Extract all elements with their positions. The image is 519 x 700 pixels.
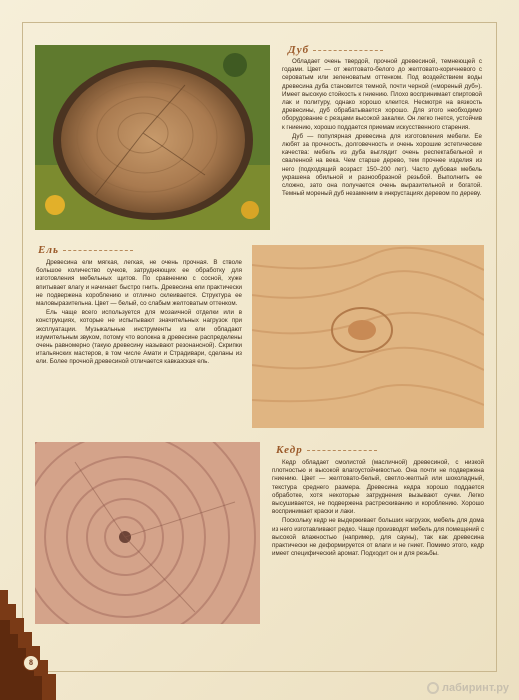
oak-stump-photo	[35, 45, 270, 230]
watermark-text: лабиринт.ру	[442, 681, 509, 694]
spruce-title: Ель	[38, 244, 60, 256]
spruce-text	[36, 259, 242, 368]
spruce-heading	[38, 244, 133, 256]
cedar-paragraph: Кедр обладает смолистой (масличной) древесиной, с низкой плотностью и высокой влагоустойчивостью. Она почти не подвержена гниению. Цвет — желтовато-белый, светло-желтый или шоколадный, текстура среднего размера. Древесина кедра хорошо поддается обработке, хотя некоторые затруднения вызывают сучки. Легко высушивается, не подвержена растрескиванию и короблению. Хорошо воспринимает краски и лаки.	[272, 459, 484, 516]
oak-paragraph: Обладает очень твердой, прочной древесиной, темнеющей с годами. Цвет — от желтовато-белого до желтовато-коричневого с сероватым или зеленоватым оттенком. Под воздействием воды древесина дуба становится темной, почти черной («мореный дуб»). Имеет высокую стойкость к гниению. Плохо воспринимает спиртовой лак и политуру, однако хорошо клеится. Несмотря на вязкость древесины, дуб обрабатывается хорошо. Для этого необходимо оборудование с резцами высокой закалки. Он легко гнется, устойчив к гниению, хорошо поддается приемам искусственного старения.	[282, 58, 482, 131]
spruce-paragraph: Древесина ели мягкая, легкая, не очень прочная. В стволе большое количество сучков, затрудняющих ее обработку для изготовления мебельных щитов. По сравнению с сосной, хуже впитывает влагу и начинает быстро гнить. Древесина ели практически не подвержена короблению и отлично склеивается. Структура ее маловыразительна. Цвет — белый, со слабым желтоватым оттенком.	[36, 259, 242, 308]
watermark	[427, 682, 509, 694]
oak-text	[282, 58, 482, 199]
page-number: 8	[23, 655, 39, 671]
cedar-wood-photo	[35, 442, 260, 624]
watermark-logo-icon	[427, 682, 439, 694]
oak-title: Дуб	[288, 44, 310, 56]
cedar-paragraph: Поскольку кедр не выдерживает больших нагрузок, мебель для дома из него изготавливают редко. Чаще производят мебель для помещений с высокой влажностью (например, для сауны), так как древесина практически не деформируется от влаги и не гниет. Помимо этого, кедр имеет специфический аромат. Подходит он и для резьбы.	[272, 517, 484, 558]
oak-paragraph: Дуб — популярная древесина для изготовления мебели. Ее любят за прочность, долговечность и очень хорошие эстетические качества: мебель из дуба выглядит очень респектабельной и сваленной на века. Чем старше дерево, тем прочнее изделия из него (подходящий возраст 150–200 лет). Часто дубовая мебель украшена обильной и разнообразной резьбой. Выполнить ее сложно, зато она получается очень выразительной и богатой. Темный мореный дуб незаменим в инкрустациях деревом по дереву.	[282, 132, 482, 198]
cedar-title: Кедр	[276, 444, 303, 456]
cedar-heading	[276, 444, 377, 456]
spruce-paragraph: Ель чаще всего используется для мозаичной отделки или в конструкциях, которые не испытывают значительных нагрузок при эксплуатации. Музыкальные инструменты из ели обладают изумительным звуком, потому что волокна в древесине распределены очень равномерно (такую древесину называют резонансной). Скрипки итальянских мастеров, в том числе Амати и Страдивари, сделаны из ели. Более прочной древесиной отличается кавказская ель.	[36, 309, 242, 366]
cedar-text	[272, 459, 484, 559]
spruce-wood-photo	[252, 245, 484, 428]
oak-heading	[288, 44, 383, 56]
decorative-corner	[0, 590, 60, 700]
